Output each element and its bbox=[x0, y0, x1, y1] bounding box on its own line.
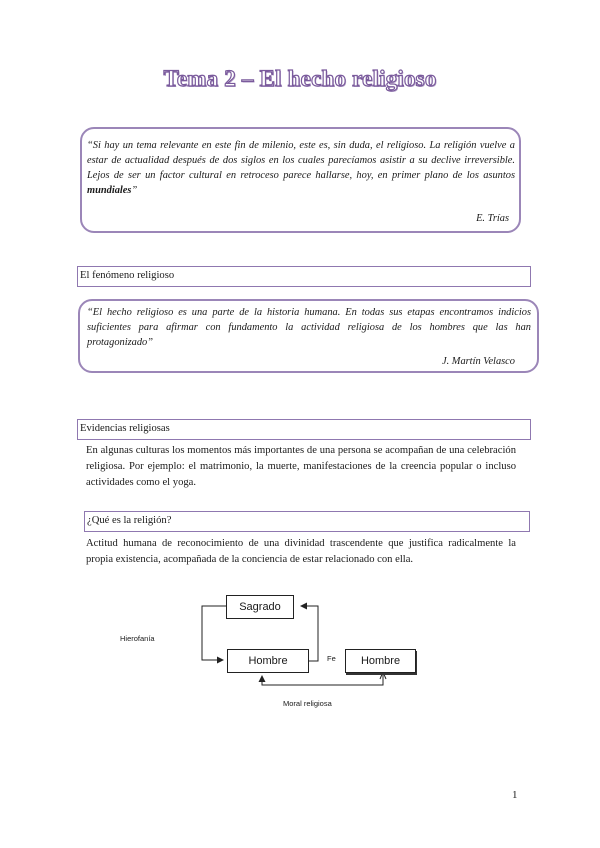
fenomeno-quote-text: “El hecho religioso es una parte de la historia humana. En todas sus etapas encontramos indicios suficientes para afirmar con fundamento la actividad religiosa de los hombres que las han protagonizado” bbox=[87, 307, 531, 348]
epigraph-bold-word: mundiales bbox=[87, 185, 132, 196]
moral-arrow-line bbox=[262, 672, 383, 685]
fenomeno-quote-author: J. Martín Velasco bbox=[441, 356, 515, 367]
hierofania-arrow bbox=[202, 606, 226, 660]
section-heading-evidencias: Evidencias religiosas bbox=[77, 419, 531, 440]
epigraph-author: E. Trías bbox=[476, 213, 509, 224]
diagram-label-fe: Fe bbox=[327, 654, 336, 663]
diagram-node-hombre-right: Hombre bbox=[345, 649, 416, 673]
diagram-label-moral: Moral religiosa bbox=[283, 699, 332, 708]
evidencias-body: En algunas culturas los momentos más importantes de una persona se acompañan de una celebración religiosa. Por ejemplo: el matrimonio, la muerte, manifestaciones de la creencia popular o incluso actividades como el yoga. bbox=[86, 445, 516, 488]
religion-body: Actitud humana de reconocimiento de una divinidad trascendente que justifica radicalmente la propia existencia, acompañada de la conciencia de estar relacionado con ella. bbox=[86, 538, 516, 565]
epigraph-text-main: “Si hay un tema relevante en este fin de milenio, este es, sin duda, el religioso. La religión vuelve a estar de actualidad después de dos siglos en los cuales parecíamos asistir a su declive irreversible. Lejos de ser un factor cultural en retroceso parece hallarse, hoy, en primer plano de los asuntos bbox=[87, 140, 515, 181]
diagram-label-hierofania: Hierofanía bbox=[120, 634, 155, 643]
section-heading-fenomeno: El fenómeno religioso bbox=[77, 266, 531, 287]
page-number: 1 bbox=[512, 789, 518, 801]
epigraph-closing-mark: ” bbox=[131, 185, 138, 196]
page-title: Tema 2 – El hecho religioso bbox=[163, 66, 437, 91]
diagram-node-sagrado: Sagrado bbox=[226, 595, 294, 619]
section-heading-religion: ¿Qué es la religión? bbox=[84, 511, 530, 532]
diagram-node-hombre-left: Hombre bbox=[227, 649, 309, 673]
